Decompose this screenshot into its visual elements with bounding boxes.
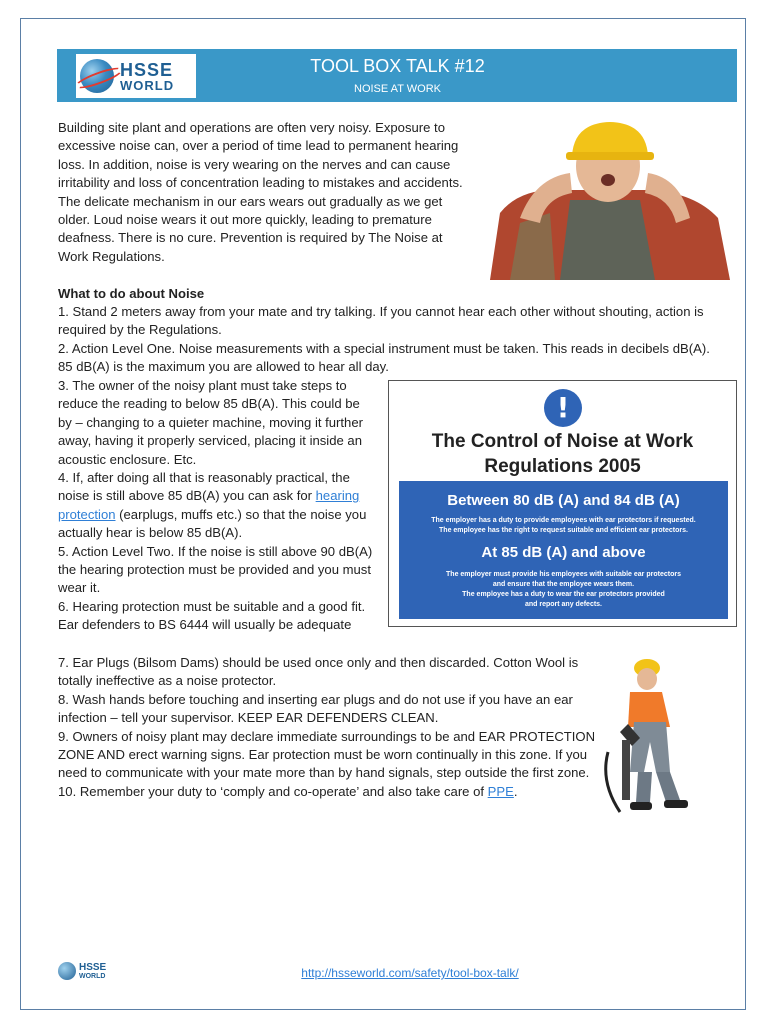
page-subtitle: NOISE AT WORK [354, 83, 441, 95]
exclamation-icon: ! [544, 389, 582, 427]
footer-globe-icon [58, 962, 76, 980]
level-85-text-4: and report any defects. [524, 601, 603, 608]
logo-text-top: HSSE [120, 59, 174, 80]
regulations-panel [399, 481, 728, 619]
item-1: 1. Stand 2 meters away from your mate and try talking. If you cannot hear each other without shouting, action is required by the Regulations. [58, 304, 704, 338]
item-3: 3. The owner of the noisy plant must take steps to reduce the reading to below 85 dB(A). This could be by – changing to a quieter machine, moving it further away, having it properly serviced, placing it inside an acoustic enclosure. Etc. [58, 378, 363, 467]
noise-regulations-box [388, 380, 737, 627]
regulations-title-line-1: The Control of Noise at Work [431, 431, 694, 452]
item-10: 10. Remember your duty to ‘comply and co-operate’ and also take care of PPE. [58, 783, 518, 799]
item-4: 4. If, after doing all that is reasonably practical, the noise is still above 85 dB(A) you can ask for hearing protection (earplugs, muffs etc.) so that the noise you actually hear is below 85 dB(A). [58, 470, 367, 541]
level-80-84-text-2: The employee has the right to request suitable and efficient ear protectors. [439, 527, 688, 534]
item-2: 2. Action Level One. Noise measurements with a special instrument must be taken. This reads in decibels dB(A). 85 dB(A) is the maximum you are allowed to hear all day. [58, 341, 710, 375]
intro-paragraph-1: Building site plant and operations are often very noisy. Exposure to excessive noise can, over a period of time lead to permanent hearing loss. In addition, noise is very wearing on the nerves and can cause irritability and loss of concentration leading to mistakes and accidents. [58, 120, 463, 191]
logo-text [120, 61, 174, 92]
page-title: TOOL BOX TALK #12 [310, 56, 485, 76]
tool-box-talk-link[interactable]: http://hsseworld.com/safety/tool-box-talk/ [301, 966, 519, 980]
level-80-84-heading: Between 80 dB (A) and 84 dB (A) [447, 492, 680, 509]
worker-with-jackhammer-photo [600, 652, 735, 820]
item-8: 8. Wash hands before touching and inserting ear plugs and do not use if you have an ear infection – tell your supervisor. KEEP EAR DEFENDERS CLEAN. [58, 691, 573, 726]
item-5: 5. Action Level Two. If the noise is still above 90 dB(A) the hearing protection must be provided and you must wear it. [58, 543, 373, 596]
footer-logo [58, 958, 122, 984]
level-85-text-2: and ensure that the employee wears them. [492, 581, 635, 588]
intro-text [58, 119, 468, 266]
section-heading: What to do about Noise [58, 286, 205, 301]
footer-logo-text-bottom: WORLD [79, 972, 106, 980]
item-7: 7. Ear Plugs (Bilsom Dams) should be used once only and then discarded. Cotton Wool is totally ineffective as a noise protector. [58, 655, 579, 689]
level-85-text-3: The employee has a duty to wear the ear protectors provided [462, 591, 665, 598]
hearing-protection-link[interactable]: hearing protection [58, 488, 360, 522]
footer-logo-text-top: HSSE [79, 961, 107, 973]
logo-text-bottom: WORLD [120, 77, 175, 93]
level-80-84-text-1: The employer has a duty to provide employees with ear protectors if requested. [431, 517, 696, 524]
item-6: 6. Hearing protection must be suitable and a good fit. Ear defenders to BS 6444 will usually be adequate [58, 598, 366, 633]
regulations-title-line-2: Regulations 2005 [484, 456, 641, 477]
worker-covering-ears-photo [480, 118, 735, 280]
hsse-world-logo [76, 54, 196, 98]
footer-link-container [250, 966, 570, 980]
ppe-link[interactable]: PPE [487, 783, 514, 799]
intro-paragraph-2: The delicate mechanism in our ears wears out gradually as we get older. Loud noise wears it out more quickly, leading to premature deafness. There is no cure. Prevention is required by The Noise at Work Regulations. [58, 193, 443, 264]
items-column [58, 377, 376, 635]
level-85-text-1: The employer must provide his employees with suitable ear protectors [446, 571, 681, 578]
items-lower [58, 654, 598, 801]
item-9: 9. Owners of noisy plant may declare immediate surroundings to be and EAR PROTECTION ZONE AND erect warning signs. Ear protection must be worn continually in this zone. If you need to communicate with your mate more than by hand signals, step outside the first zone. [58, 728, 596, 781]
level-85-heading: At 85 dB (A) and above [481, 544, 646, 561]
footer-logo-text [79, 963, 106, 980]
globe-icon [80, 59, 114, 93]
regulations-title [389, 429, 736, 479]
